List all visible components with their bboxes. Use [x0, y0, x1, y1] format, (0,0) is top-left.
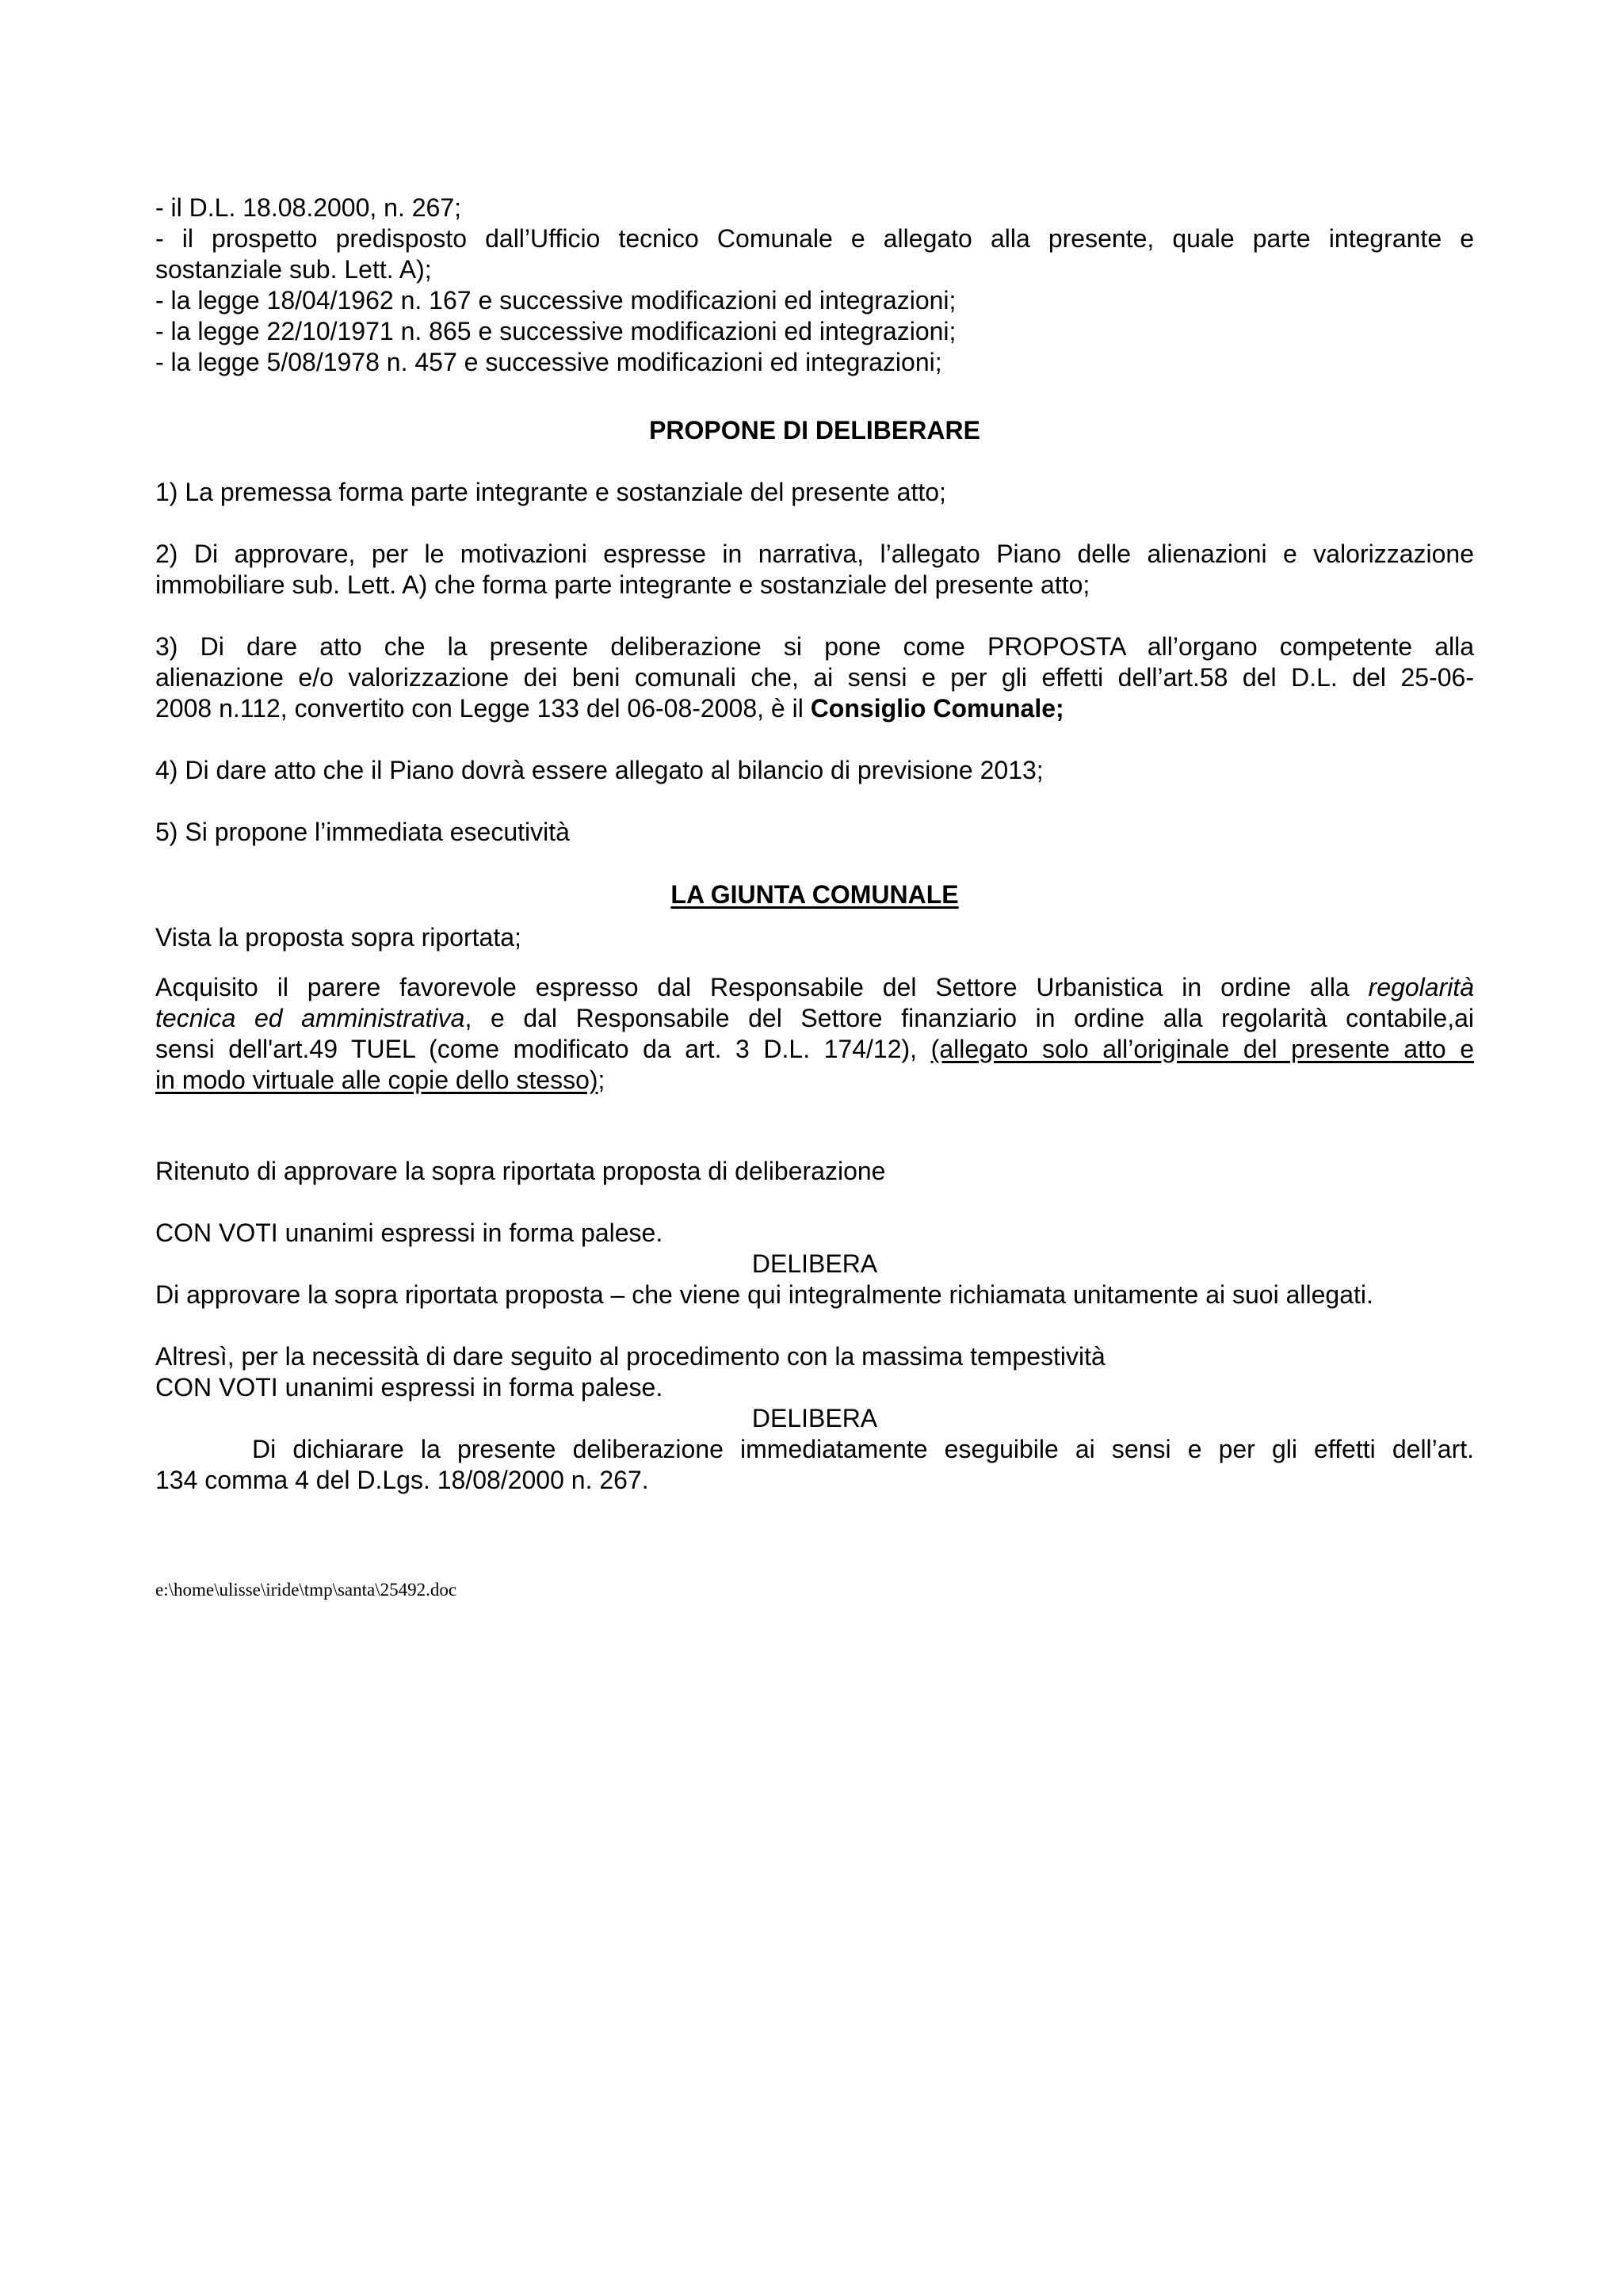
acquisito-line1-italic: regolarità [1368, 973, 1475, 1001]
dichiarare-line1: Di dichiarare la presente deliberazione immediatamente eseguibile ai sensi e per gli effetti dell’art. [252, 1435, 1474, 1463]
point-3-line3-text: 2008 n.112, convertito con Legge 133 del 06-08-2008, è il [155, 694, 811, 723]
point-5: 5) Si propone l’immediata esecutività [155, 818, 570, 846]
consiglio-comunale-bold: Consiglio Comunale; [810, 694, 1064, 723]
acquisito-line4 [155, 1065, 605, 1096]
premise-legge-1978: - la legge 5/08/1978 n. 457 e successive modificazioni ed integrazioni; [155, 348, 942, 376]
acquisito-line4-underlined: in modo virtuale alle copie dello stesso) [155, 1066, 598, 1094]
dichiarare-line2: 134 comma 4 del D.Lgs. 18/08/2000 n. 267. [155, 1466, 649, 1494]
acquisito-line3 [155, 1034, 1474, 1065]
point-4: 4) Di dare atto che il Piano dovrà essere allegato al bilancio di previsione 2013; [155, 756, 1044, 784]
premise-prospetto-line1: - il prospetto predisposto dall’Ufficio tecnico Comunale e allegato alla presente, quale parte integrante e [155, 224, 1474, 253]
premise-legge-1971: - la legge 22/10/1971 n. 865 e successive modificazioni ed integrazioni; [155, 317, 957, 345]
voti-line-2: CON VOTI unanimi espressi in forma palese. [155, 1373, 663, 1402]
acquisito-line2-text: , e dal Responsabile del Settore finanziario in ordine alla regolarità contabile,ai [464, 1004, 1475, 1032]
acquisito-line2 [155, 1003, 1474, 1034]
acquisito-line1 [155, 972, 1474, 1003]
point-2-line2: immobiliare sub. Lett. A) che forma parte integrante e sostanziale del presente atto; [155, 570, 1090, 599]
approvare-line: Di approvare la sopra riportata proposta – che viene qui integralmente richiamata unitamente ai suoi allegati. [155, 1280, 1373, 1309]
point-3-line3 [155, 693, 1064, 724]
premise-legge-1962: - la legge 18/04/1962 n. 167 e successive modificazioni ed integrazioni; [155, 286, 957, 315]
acquisito-line3-underlined: (allegato solo all’originale del presente atto e [930, 1035, 1475, 1063]
point-3-line1: 3) Di dare atto che la presente deliberazione si pone come PROPOSTA all’organo competente alla [155, 632, 1474, 661]
premise-dl-267: - il D.L. 18.08.2000, n. 267; [155, 193, 462, 222]
giunta-heading: LA GIUNTA COMUNALE [670, 880, 959, 909]
acquisito-line2-italic: tecnica ed amministrativa [155, 1004, 465, 1032]
vista-line: Vista la proposta sopra riportata; [155, 923, 521, 952]
delibera-heading-2: DELIBERA [751, 1404, 878, 1432]
delibera-heading-1: DELIBERA [751, 1249, 878, 1278]
voti-line-1: CON VOTI unanimi espressi in forma palese. [155, 1219, 663, 1247]
point-3-line2: alienazione e/o valorizzazione dei beni comunali che, ai sensi e per gli effetti dell’art.58 del D.L. del 25-06- [155, 663, 1474, 692]
footer-file-path: e:\home\ulisse\iride\tmp\santa\25492.doc [155, 1580, 457, 1600]
propone-heading: PROPONE DI DELIBERARE [649, 416, 980, 444]
acquisito-line3-text: sensi dell'art.49 TUEL (come modificato da art. 3 D.L. 174/12), [155, 1035, 931, 1063]
point-1: 1) La premessa forma parte integrante e sostanziale del presente atto; [155, 478, 946, 506]
acquisito-line4-text: ; [598, 1066, 605, 1094]
premise-prospetto-line2: sostanziale sub. Lett. A); [155, 255, 432, 284]
point-2-line1: 2) Di approvare, per le motivazioni espresse in narrativa, l’allegato Piano delle alienazioni e valorizzazione [155, 540, 1474, 568]
altresi-line: Altresì, per la necessità di dare seguito al procedimento con la massima tempestività [155, 1342, 1106, 1371]
acquisito-line1-text: Acquisito il parere favorevole espresso dal Responsabile del Settore Urbanistica in ordine alla [155, 973, 1350, 1001]
ritenuto-line: Ritenuto di approvare la sopra riportata proposta di deliberazione [155, 1157, 886, 1185]
